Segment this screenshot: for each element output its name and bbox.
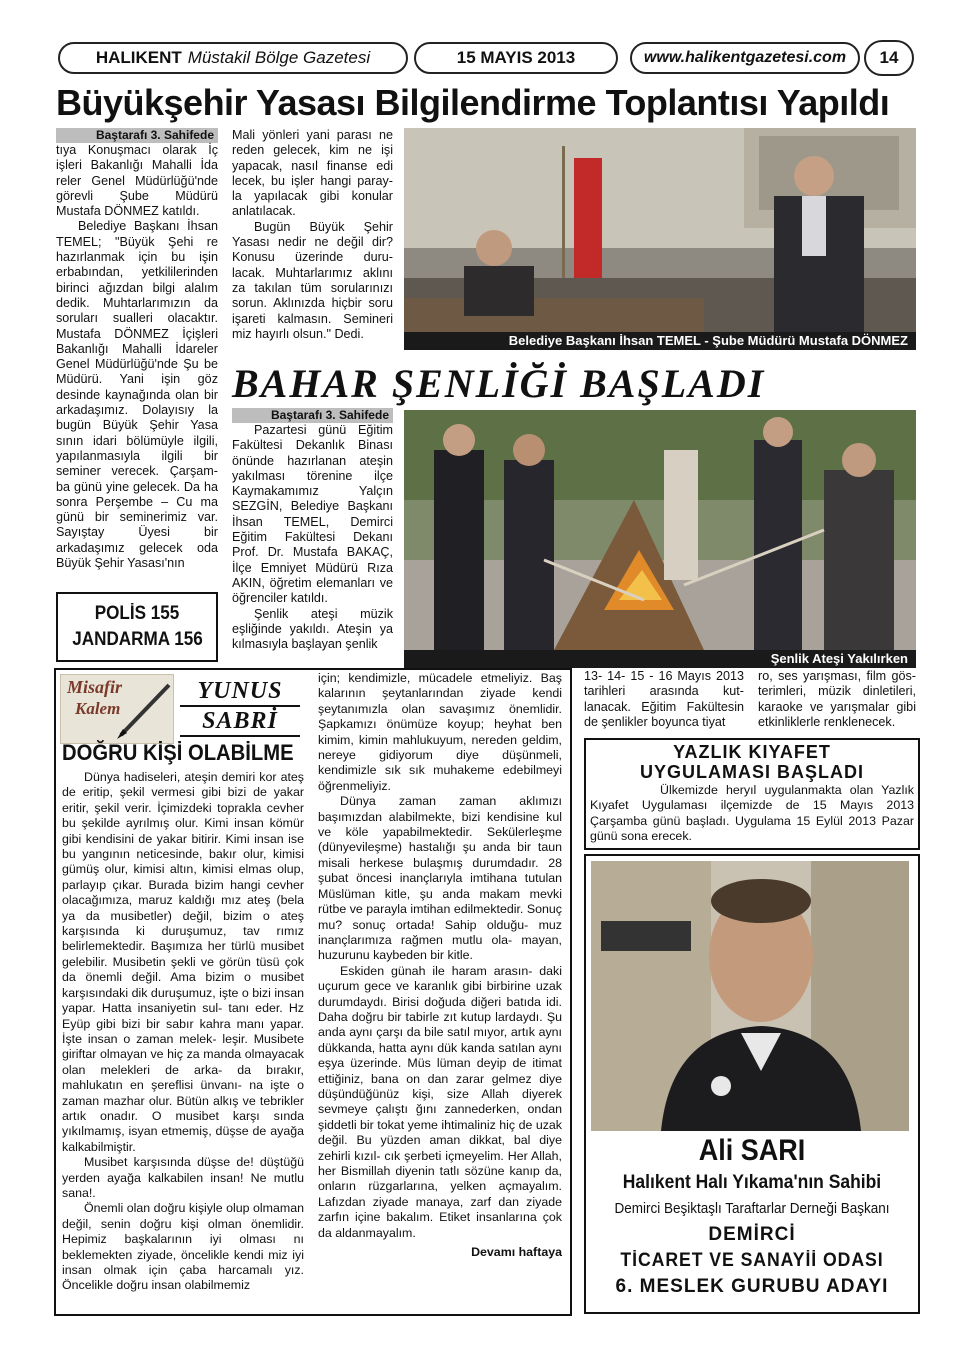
article2-cont2-text: ro, ses yarışması, film gös- terimleri, müzik dinletileri, karaoke ve yarışmalar gibi etkinliklerle renklenecek. bbox=[758, 669, 916, 729]
paragraph: Dünya zaman zaman aklımızı başımızdan alabilmekte, bizi kendisine kul ve köle yapabilmektedir. Sekülerleşme (dünyevileşme) hastalığı şu anda bir taun misali herkese bulaşmış durumdadır. 28 şubat öncesi inançlarıyla imtihana tutulan Müslüman kitle, şu anda makam mevki rütbe ve parayla imtihan edilmektedir. Sonuç mu? sonuç ortada! Sahip olduğu- muz inançlarımıza rağmen mutlu ola- mayan, huzurunu kaybeden bir kitle. bbox=[318, 794, 562, 963]
festival-photo-caption: Şenlik Ateşi Yakılırken bbox=[404, 650, 916, 668]
dress-code-title2: UYGULAMASI BAŞLADI bbox=[640, 762, 864, 782]
page-number: 14 bbox=[879, 48, 899, 67]
candidate-line4: TİCARET VE SANAYİİ ODASI bbox=[620, 1250, 884, 1271]
candidate-name: Ali SARI bbox=[698, 1134, 806, 1167]
column-col1 bbox=[62, 770, 304, 1294]
article1-headline: Büyükşehir Yasası Bilgilendirme Toplantısı Yapıldı bbox=[56, 82, 890, 123]
article2-headline: BAHAR ŞENLİĞİ BAŞLADI bbox=[232, 361, 766, 406]
emergency-numbers-box bbox=[56, 592, 218, 662]
meeting-photo-caption: Belediye Başkanı İhsan TEMEL - Şube Müdürü Mustafa DÖNMEZ bbox=[404, 332, 916, 350]
article2-col bbox=[232, 408, 393, 652]
issue-date: 15 MAYIS 2013 bbox=[456, 48, 576, 67]
police-number: POLİS 155 bbox=[94, 603, 180, 624]
paper-subtitle: Müstakil Bölge Gazetesi bbox=[187, 48, 371, 67]
paragraph: Belediye Başkanı İhsan TEMEL; "Büyük Şehi re hazırlanmak için bu işin erbabından, yetkililerinden birinci ağızdan bilgi alalım dedik. Muhtarlarımızın da soruları sualleri olacaktır. Mustafa DÖNMEZ İçişleri Bakanlığı Mahalli İdareler Genel Müdürlüğü'nde Şu be Müdürü. Yani işin göz desinde kaynağında olan bir arkadaşımız. Dolayısıy la bugün Büyük Şehir Yasa sının idari bölümüyle ilgili, yapılanmasıyla ilgili bir seminer verecek. Çarşam- ba günü yine gelecek. Da ha sonra Perşembe – Cu ma günü bir seminerimiz var. Sayıştay Üyesi bir arkadaşımız gelecek oda Büyük Şehir Yasası'nın bbox=[56, 219, 218, 571]
page-number-pill bbox=[864, 40, 914, 76]
paragraph: Dünya hadiseleri, ateşin demiri kor ateş de eritip, şekil vermesi gibi bizi de yakar eritir, şekil verir. İçimizdeki toprakla cevher bu şekilde ayrılmış olur. Kimi insan kömür gibi kendisini de yakar bitirir. Kimi insan ise bu yangının neticesinde, bakır olur, kimisi gümüş olur, kimisi altın, kimisi elmas olup, parlayıp çıkar. Burada bizim hangi cevher olacağımıza, maruz kaldığı mız ateş (bela ya da musibetler) değil, bizim o ateş karşısında ki duruşumuz, tav rımız belirlemektedir. Başımıza her türlü musibet gelebilir. Musibetin şekli ve görün tüsü çok da önemli değil. Ama bizim o musibet karşısındaki dik duruşumuz, işte o bizi insan yapar. Hatta insaniyetin sul- tanı eder. Hz Eyüp gibi bizi bir sabır kahra manı yapar. İşte insan o zaman melek- leşir. Musibete giriftar olmayan ve hiç za manda olmayacak olan melekleri de arka- da bırakır, mahlukatın en şereflisi ünvanı- na işte o zaman mazhar olur. Bütün alkış ve tebrikler artık onadır. O musibet karşı sında yıkılmamış, isyan etmemiş, düşse de ayağa kalkabilmiştir. bbox=[62, 770, 304, 1154]
article1-col2 bbox=[232, 128, 393, 342]
candidate-line5: 6. MESLEK GURUBU ADAYI bbox=[615, 1276, 889, 1297]
paragraph: tıya Konuşmacı olarak İç işleri Bakanlığı Mahalli İda reler Genel Müdürlüğü'nde görevli Şube Müdürü Mustafa DÖNMEZ katıldı. bbox=[56, 143, 218, 219]
column-title: DOĞRU KİŞİ OLABİLME bbox=[62, 740, 294, 765]
article1-col1 bbox=[56, 128, 218, 571]
festival-photo bbox=[404, 410, 916, 660]
meeting-photo bbox=[404, 128, 916, 350]
author-first-name: YUNUS bbox=[180, 678, 300, 707]
guest-pen-logo bbox=[60, 674, 174, 744]
dress-code-body: Ülkemizde heryıl uygulanmakta olan Yazlık Kıyafet Uygulaması ilçemizde de 15 Mayıs 2013 Çarşamba günü başladı. Uygulama 15 Eylül 2013 Pazar günü sona erecek. bbox=[590, 783, 914, 843]
paragraph: için; kendimizle, mücadele etmeliyiz. Baş kalarının şeytanlarından ziyade kendi şeytanımızla olan savaşımız önemlidir. Şapkamızı önümüze koyup; heyhat ben kimim, kimin mahlukuyum, nereden geldim, nereye gidiyorum diye düşünmeli, kendimizle sık sık muhakeme edebilmeyi öğrenmeliyiz. bbox=[318, 671, 562, 793]
paragraph: Musibet karşısında düşse de! düştüğü yerden ayağa kalkabilen insan! Ne mutlu sana!. bbox=[62, 1155, 304, 1200]
guest-logo-line1: Misafir bbox=[67, 677, 123, 697]
gendarmerie-number: JANDARMA 156 bbox=[71, 629, 203, 650]
paper-name-pill bbox=[58, 42, 408, 74]
paragraph: Önemli olan doğru kişiyle olup olmaman değil, senin doğru kişi olman önemlidir. Hepimiz başkalarının iyi olması nı beklemekten ziyade, öncelikle kendi miz iyi insan olmak için çaba harcamalı yız. Öncelikle doğru insan olabilmemiz bbox=[62, 1201, 304, 1293]
paper-name: HALIKENT bbox=[95, 48, 182, 67]
festival-photo-image bbox=[404, 410, 916, 660]
candidate-line3: DEMİRCİ bbox=[708, 1224, 796, 1245]
candidate-portrait bbox=[591, 861, 909, 1131]
dress-code-title1: YAZLIK KIYAFET bbox=[673, 742, 831, 762]
paragraph: Şenlik ateşi müzik eşliğinde yakıldı. Ateşin ya kılmasıyla başlayan şenlik bbox=[232, 606, 393, 652]
candidate-ad-box bbox=[584, 854, 920, 1314]
author-last-name: SABRİ bbox=[180, 708, 300, 737]
issue-date-pill bbox=[414, 42, 618, 74]
paragraph: Eskiden günah ile haram arasın- daki uçurum gece ve karanlık gibi birbirine uzak durumdaydı. Birisi doğuda diğeri batıda idi. Daha doğru bir tabirle zıt kutup lardaydı. Şu anda aynı çarşı da bile satıl mıyor, artık aynı dükkanda, hatta aynı dük kanda satılan aynı eşya üzerinde. Müs lüman deyip de itimat ettiğiniz, bana on dan zarar gelmez diye düşündüğünüz kişi, size Allah diyerek sevmeye çalıştı ğını zannederken, ondan şiddetli bir tokat yeme ihtimaliniz hiç de uzak değil. Bu yüzden aman dikkat, bal diye zehirli kızıl- cık şerbeti içmeyelim. Her Allah, her Bismillah diyenin tatlı sözüne kanıp da, onların rüzgarlarına, yelken açmayalım. Lafızdan ziyade manaya, zarf dan ziyade zarfın içine bakalım. Etiket insanlarına çok da aldanmayalım. bbox=[318, 963, 562, 1240]
column-col2 bbox=[318, 671, 562, 1260]
article2-continuation-2 bbox=[758, 669, 916, 730]
article2-continued-label: Baştarafı 3. Sahifede bbox=[232, 408, 393, 423]
paragraph: Mali yönleri yani parası ne reden gelecek, kim ne işi yapacak, nasıl finanse edi lecek, bu işler hangi paray- la yapılacak gibi konular anlatılacak. bbox=[232, 128, 393, 219]
pen-icon bbox=[115, 679, 175, 739]
article2-cont1-text: 13- 14- 15 - 16 Mayıs 2013 tarihleri arasında kut- lanacak. Eğitim Fakültesin de şenlikler boyunca tiyat bbox=[584, 669, 744, 729]
candidate-line2: Demirci Beşiktaşlı Taraftarlar Derneği Başkanı bbox=[614, 1200, 890, 1217]
article1-continued-label: Baştarafı 3. Sahifede bbox=[56, 128, 218, 143]
website-pill bbox=[630, 42, 860, 74]
column-sign-off: Devamı haftaya bbox=[471, 1245, 562, 1260]
paragraph: Pazartesi günü Eğitim Fakültesi Dekanlık Binası önünde hazırlanan ateşin yakılması törenine ilçe Kaymakamımız Yalçın SEZGİN, Belediye Başkanı İhsan TEMEL, Demirci Eğitim Fakültesi Dekanı Prof. Dr. Mustafa BAKAÇ, İlçe Emniyet Müdürü Rıza AKIN, öğretim elemanları ve öğrenciler katıldı. bbox=[232, 423, 393, 606]
website-link[interactable]: www.halikentgazetesi.com bbox=[643, 49, 847, 66]
dress-code-box bbox=[584, 738, 920, 850]
article2-continuation-1 bbox=[584, 669, 744, 730]
candidate-line1: Halıkent Halı Yıkama'nın Sahibi bbox=[622, 1172, 882, 1193]
paragraph: Bugün Büyük Şehir Yasası nedir ne değil dir? Konusu üzerinde duru- lacak. Muhtarlarımız aklını za takılan tüm sorularınızı sorun. Aklınızda hiçbir soru işareti kalmasın. Semineri miz hayırlı olsun." Dedi. bbox=[232, 219, 393, 341]
guest-logo-line2: Kalem bbox=[75, 699, 121, 718]
meeting-photo-image bbox=[404, 128, 916, 350]
